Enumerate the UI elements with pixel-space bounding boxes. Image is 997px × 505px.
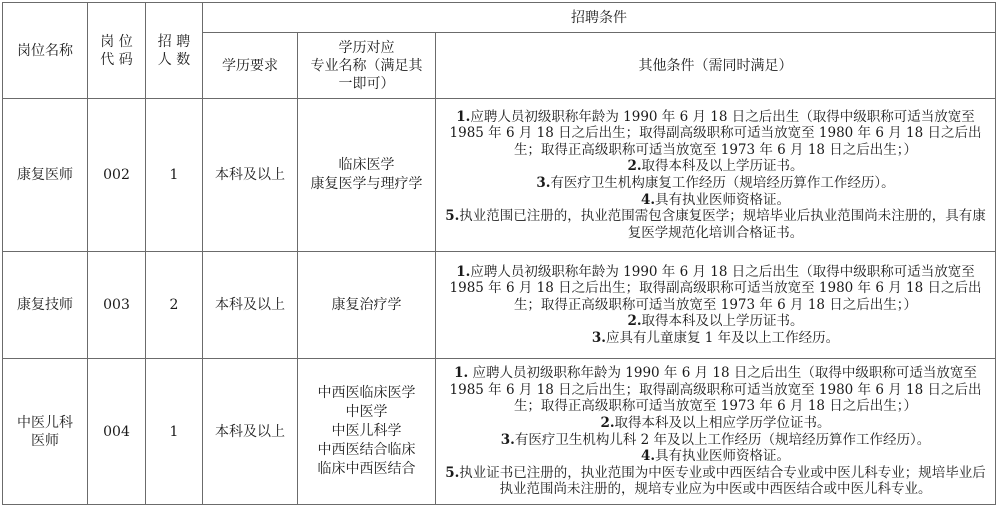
condition-item: 2.取得本科及以上学历证书。 xyxy=(627,158,804,175)
header-hire-count-line2: 人 数 xyxy=(157,51,191,68)
header-education: 学历要求 xyxy=(203,33,298,99)
major-list xyxy=(298,99,436,252)
header-post-code xyxy=(88,3,146,99)
condition-item: 2.取得本科及以上学历证书。 xyxy=(627,313,804,330)
header-conditions: 招聘条件 xyxy=(203,3,996,33)
hire-count: 1 xyxy=(146,359,203,505)
condition-item: 3.有医疗卫生机构康复工作经历（规培经历算作工作经历）。 xyxy=(536,175,895,191)
condition-item: 3.应具有儿童康复 1 年及以上工作经历。 xyxy=(591,329,840,346)
header-hire-count-line1: 招 聘 xyxy=(157,33,191,50)
post-code: 002 xyxy=(88,99,146,252)
header-major-line2: 专业名称（满足其 xyxy=(310,57,423,74)
post-name xyxy=(3,359,88,505)
table-row xyxy=(3,252,996,359)
hire-count: 1 xyxy=(146,99,203,252)
condition-item: 4.具有执业医师资格证。 xyxy=(640,191,791,208)
hire-count: 2 xyxy=(146,252,203,359)
condition-item: 5.执业证书已注册的，执业范围为中医专业或中西医结合专业或中医儿科专业；规培毕业后执业范围尚未注册的，规培专业应为中医或中西医结合或中医儿科专业。 xyxy=(445,464,986,498)
other-conditions xyxy=(436,359,996,505)
post-name-line1: 中医儿科 xyxy=(17,414,73,431)
major-item: 临床医学 xyxy=(338,157,395,173)
condition-item: 2.取得本科及以上相应学历学位证书。 xyxy=(600,414,831,431)
header-post-code-line1: 岗 位 xyxy=(100,33,133,50)
other-conditions xyxy=(436,99,996,252)
post-code: 003 xyxy=(88,252,146,359)
post-name: 康复医师 xyxy=(3,99,88,252)
recruitment-table xyxy=(2,2,996,505)
header-hire-count xyxy=(146,3,203,99)
condition-item: 5.执业范围已注册的，执业范围需包含康复医学；规培毕业后执业范围尚未注册的，具有康复医学规范化培训合格证书。 xyxy=(445,208,986,241)
header-other-conditions: 其他条件（需同时满足） xyxy=(436,33,996,99)
education-requirement: 本科及以上 xyxy=(203,252,298,359)
header-major-line3: 一即可） xyxy=(338,75,395,92)
condition-item: 1.应聘人员初级职称年龄为 1990 年 6 月 18 日之后出生（取得中级职称可适当放宽至 1985 年 6 月 18 日之后出生；取得副高级职称可适当放宽至 1980 年 6 月 18 日之后出生；取得正高级职称可适当放宽至 1973 年 6 月 18 日之后出生；） xyxy=(449,108,982,158)
major-item: 中西医临床医学 xyxy=(317,385,416,401)
major-item: 中医学 xyxy=(345,404,388,420)
post-name: 康复技师 xyxy=(3,252,88,359)
other-conditions xyxy=(436,252,996,359)
header-post-code-line2: 代 码 xyxy=(100,51,133,68)
major-list xyxy=(298,359,436,505)
major-item: 康复医学与理疗学 xyxy=(310,176,423,192)
header-major xyxy=(298,33,436,99)
major-item: 中西医结合临床 xyxy=(317,442,416,458)
post-name-line2: 医师 xyxy=(31,432,59,449)
table-row xyxy=(3,359,996,505)
header-post-name: 岗位名称 xyxy=(3,3,88,99)
table-row xyxy=(3,99,996,252)
major-item: 康复治疗学 xyxy=(331,296,402,313)
education-requirement: 本科及以上 xyxy=(203,359,298,505)
condition-item: 1. 应聘人员初级职称年龄为 1990 年 6 月 18 日之后出生（取得中级职称可适当放宽至 1985 年 6 月 18 日之后出生；取得副高级职称可适当放宽至 1980 年 6 月 18 日之后出生；取得正高级职称可适当放宽至 1973 年 6 月 18 日之后出生；） xyxy=(449,365,982,415)
condition-item: 1.应聘人员初级职称年龄为 1990 年 6 月 18 日之后出生（取得中级职称可适当放宽至 1985 年 6 月 18 日之后出生；取得副高级职称可适当放宽至 1980 年 6 月 18 日之后出生；取得正高级职称可适当放宽至 1973 年 6 月 18 日之后出生；） xyxy=(449,263,982,313)
major-item: 临床中西医结合 xyxy=(317,461,416,477)
education-requirement: 本科及以上 xyxy=(203,99,298,252)
header-major-line1: 学历对应 xyxy=(338,39,395,56)
condition-item: 3.有医疗卫生机构儿科 2 年及以上工作经历（规培经历算作工作经历）。 xyxy=(500,431,931,448)
post-code: 004 xyxy=(88,359,146,505)
major-item: 中医儿科学 xyxy=(331,423,402,439)
major-list xyxy=(298,252,436,359)
condition-item: 4.具有执业医师资格证。 xyxy=(640,448,791,465)
